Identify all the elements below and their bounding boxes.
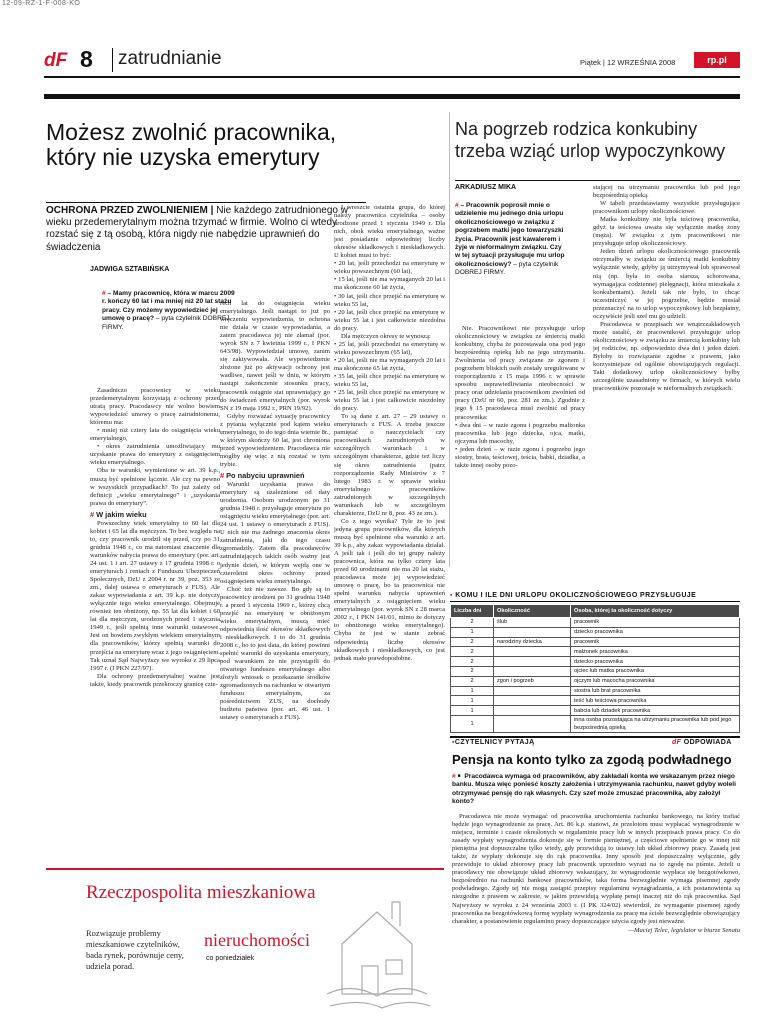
ad-description: Rozwiązuje problemy mieszkaniowe czytelników, bada rynek, porównuje ceny, udziela porad. xyxy=(86,928,184,971)
cell-person: ojciec lub matka pracownika xyxy=(571,666,740,676)
table-body xyxy=(451,618,740,733)
a3-signature: —Maciej Telec, legislator w biurze Senatu xyxy=(628,926,740,934)
a1c2-p0: rech lat do osiągnięcia wieku emerytalnego. Jeśli nastąpi to już po wręczeniu wypowiedzenia, to ochrona nie działa w czasie wypowiadania, a zatem pracodawca jej nie złamał (por. wyrok SN z 7 kwietnia 1999 r., I PKN 643/98). Wypowiedział umowę, zanim się zaktywowała. Ale wypowiedzenie złożone już po aktywacji ochrony jest wadliwe, nawet jeśli w dniu, w którym nastąpi zakończenie stosunku pracy, pracownik osiągnie stat uprawniający go do świadczeń emerytalnych (por. wyrok SN z 19 maja 1992 r., PRN 19/92). xyxy=(220,300,330,412)
lead-sep: | xyxy=(210,205,214,216)
a1c3-p8: • 35 lat, jeśli chce przejść na emeryturę w wieku 55 lat, xyxy=(334,372,445,389)
question-text xyxy=(102,290,236,332)
cell-days: 2 xyxy=(451,676,494,686)
table-row xyxy=(451,706,740,716)
a1c1b-p1: Dla ochrony przedemerytalnej ważne jest także, kiedy pracownik przekroczy granicę czte- xyxy=(90,672,220,688)
table-row xyxy=(451,627,740,637)
article1-rule xyxy=(46,202,366,203)
table-row xyxy=(451,637,740,647)
table-title: ▪ KOMU I ILE DNI URLOPU OKOLICZNOŚCIOWEGO PRZYSŁUGUJE xyxy=(450,592,740,602)
cell-reason xyxy=(494,686,571,696)
cell-days: 1 xyxy=(451,706,494,716)
cell-days: 1 xyxy=(451,715,494,732)
header-divider xyxy=(112,48,113,72)
a1c3-p4: • 20 lat, jeśli chce przejść na emeryturę w wieku 55 lat i jest całkowicie niezdolna do pracy. xyxy=(334,308,445,332)
cell-days: 1 xyxy=(451,627,494,637)
a1c2b-p1: Choć też nie zawsze. Bo gdy są to pracownicy urodzeni po 31 grudnia 1948 r. a przed 1 stycznia 1969 r., którzy chcą przejść na emeryturę w obniżonym wieku emerytalnym, muszą mieć odpowiednią ilość okresów składkowych i nieskładkowych. I to do 31 grudnia 2008 r., bo to jest data, do której powinni spełnić warunki do uzyskania emerytury, pod warunkiem że nie przystąpili do otwartego funduszu emerytalnego albo złożyli wniosek o przekazanie środków zgromadzonych na rachunku w otwartym funduszu emerytalnym, za pośrednictwem ZUS, na dochody budżetu państwa (por. art. 46 ust. 1 ustawy o emeryturach z FUS). xyxy=(220,585,330,722)
cell-person: babcia lub dziadek pracownika xyxy=(571,706,740,716)
table-row xyxy=(451,696,740,706)
table-row xyxy=(451,666,740,676)
a2c2-p3: Jeden dzień urlopu okolicznościowego pracownik otrzymałby w związku ze śmiercią matki konkubiny wyłącznie wtedy, gdyby ją utrzymywał lub sprawował nią (np. była to osoba starsza, schorowana, wymagająca codziennej pielęgnacji, która mieszkała z konkubentami). Jeżeli tak nie było, to chcąc uczestniczyć w jej pogrzebie, będzie musiał przeznaczyć na to urlop wypoczynkowy lub bezpłatny, oczywiście jeśli szef mu go udzieli. xyxy=(593,248,740,320)
house-illustration-icon xyxy=(322,874,432,1014)
a1c3-p0: I wreszcie ostatnia grupa, do której należy pracownica czytelnika – osoby urodzone przed 1 stycznia 1949 r. Dla nich, obok wieku emerytalnego, ważne jest posiadanie odpowiedniej liczby okresów składkowych i nieskładkowych. U kobiet musi to być: xyxy=(334,204,445,260)
table-row xyxy=(451,657,740,667)
a1c3-p2: • 15 lat, jeśli nie ma wymaganych 20 lat i ma skończone 60 lat życia, xyxy=(334,276,445,292)
a1c3-p10: To są dane z art. 27 – 29 ustawy o emeryturach z FUS. A trzeba jeszcze pamiętać o nauczycielach czy pracownikach zatrudnionych w szczególnych warunkach i w szczególnym charakterze, gdzie też liczy się okres zatrudnienia (patrz rozporządzenie Rady Ministrów z 7 lutego 1983 r. w sprawie wieku emerytalnego pracowników zatrudnionych w szczególnych warunkach lub w szczególnym charakterze, DzU nr 8, poz. 43 ze zm.). xyxy=(334,413,445,517)
a1c2b-p0: Warunki uzyskania prawa do emerytury są uzależnione od daty urodzenia. Osobom urodzonym po 31 grudnia 1948 r. przysługuje emerytura po osiągnięciu wieku emerytalnego (por. art. 24 ust. 1 ustawy o emeryturach z FUS). U nich nie ma żadnego znaczenia okres zatrudnienia, jaki do tego czasu zgromadziły. Zatem dla pracodawców zatrudniających takich osób ważny jest jedynie dzień, w którym wejdą one w czteroletni okres ochrony przed osiągnięciem wieku emerytalnego. xyxy=(220,481,330,585)
lead-text: Nie każdego zatrudnionego w wieku przedemerytalnym można trzymać w firmie. Wolno ci wtedy rozstać się z tą osobą, która nigdy nie nabędzie uprawnień do świadczenia xyxy=(46,205,348,253)
article2-question xyxy=(455,202,568,278)
th-reason: Okoliczność xyxy=(494,605,571,618)
cell-person: pracownik xyxy=(571,618,740,628)
a1c3-p7: • 20 lat, jeśli nie ma wymaganych 20 lat i ma skończone 65 lat życia, xyxy=(334,356,445,372)
article3-kicker-left: ▪CZYTELNICY PYTAJĄ xyxy=(452,739,535,746)
a1c1-p1: • mniej niż cztery lata do osiągnięcia wieku emerytalnego, xyxy=(90,427,220,443)
date-line: Piątek | 12 WRZEŚNIA 2008 xyxy=(580,58,676,67)
article2-col2 xyxy=(593,184,740,393)
cell-days: 2 xyxy=(451,657,494,667)
a1c3-p1: • 20 lat, jeśli przechodzi na emeryturę w wieku powszechnym (60 lat), xyxy=(334,260,445,276)
article1-author: JADWIGA SZTABIŃSKA xyxy=(90,266,170,273)
cell-days: 2 xyxy=(451,618,494,628)
cell-days: 1 xyxy=(451,686,494,696)
table-row xyxy=(451,715,740,732)
cell-days: 2 xyxy=(451,637,494,647)
a2-question-body: – Pracownik poprosił mnie o udzielenie mu jednego dnia urlopu okolicznościowego w związku z pogrzebem matki jego towarzyszki życia. Pracownik jest kawalerem i żyje w nieformalnym związku. Czy w tej sytuacji przysługuje mu urlop okolicznościowy? xyxy=(455,202,565,268)
cell-person: małżonek pracownika xyxy=(571,647,740,657)
a1c1b-p0: Powszechny wiek emerytalny to 60 lat dla kobiet i 65 lat dla mężczyzn. To bez względu na to, czy pracownik urodził się przed, czy po 31 grudnia 1948 r., co ma natomiast znaczenie dla warunków nabycia prawa do emerytury (por. art. 24 ust. 1 i art. 27 ustawy z 17 grudnia 1998 r. o emeryturach i rentach z Funduszu Ubezpieczeń Społecznych, DzU z 2004 r. nr 39, poz. 353 ze zm., dalej ustawa o emeryturach z FUS). Ale zakaz wypowiadania z art. 39 k.p. nie dotyczy wyłącznie tego wieku emerytalnego. Obejmuje również ten obniżony, np. 55 lat dla kobiet i 60 lat dla mężczyzn, urodzonych przed 1 stycznia 1949 r., jeśli spełnią inne warunki ustawowe. Jest on bowiem zwykłym wiekiem emerytalnym dla pracowników, którzy spełnią warunki do przejścia na emeryturę wraz z jego osiągnięciem. Tak uznał Sąd Najwyższy we wyroku z 29 lipca 1997 r. (I PKN 227/97). xyxy=(90,519,220,672)
ad-title: Rzeczpospolita mieszkaniowa xyxy=(86,882,316,903)
table-row xyxy=(451,686,740,696)
a2c2-p1: W tabeli przedstawiamy wszystkie przysługujące pracownikom urlopy okolicznościowe. xyxy=(593,200,740,216)
cell-reason xyxy=(494,696,571,706)
article1-lead xyxy=(46,205,366,254)
hash-icon: # xyxy=(102,290,106,297)
top-rule xyxy=(44,94,740,99)
cell-person: dziecko pracownika xyxy=(571,657,740,667)
table-row xyxy=(451,676,740,686)
a1-sub1: # W jakim wieku xyxy=(90,509,147,519)
article3-title: Pensja na konto tylko za zgodą podwładnego xyxy=(452,752,732,767)
a2c2-p2: Matka konkubiny nie była teściową pracownika, gdyż ta teściowa uważa się wyłącznie matkę żony (męża). W związku z tym pracownikowi nie przysługuje urlop okolicznościowy. xyxy=(593,216,740,248)
page-number: 8 xyxy=(80,46,93,72)
a2-question-source: – pyta czytelnik DOBREJ FIRMY. xyxy=(455,260,559,277)
article1-question xyxy=(102,290,236,332)
cell-person: ojczym lub macocha pracownika xyxy=(571,676,740,686)
cell-reason xyxy=(494,706,571,716)
header-rule xyxy=(44,76,740,78)
top-code: 12-09-RZ-1-F-008-KO xyxy=(2,0,81,7)
cell-reason: ślub xyxy=(494,618,571,628)
table-row xyxy=(451,647,740,657)
cell-reason xyxy=(494,647,571,657)
cell-person: teść lub teściowa pracownika xyxy=(571,696,740,706)
a1c3-p9: • 25 lat, jeśli chce przejść na emeryturę w wieku 55 lat i jest całkowicie niezdolny do pracy. xyxy=(334,389,445,413)
cell-person: inna osoba pozostająca na utrzymaniu pracownika lub pod jego bezpośrednią opieką xyxy=(571,715,740,732)
cell-reason xyxy=(494,627,571,637)
cell-person: dziecko pracownika xyxy=(571,627,740,637)
a1c3-p11: Co z tego wynika? Tyle że to jest jedyna grupa pracowników, dla których muszą być spełnione oba warunki z art. 39 k.p., aby zakaz wypowiadania działał. A jeśli tak i jeśli do tej grupy należy pracownica, która na tylko cztery lata przed 60 urodzinami nie ma 20 lat stażu, pracodawca może jej wypowiedzieć umowę o pracę, bo ta pracownica nie spełni warunku nabycia uprawnień emerytalnych z osiągnięciem wieku emerytalnego (por. wyrok SN z 28 marca 2002 r., I PKN 141/01, mimo że dotyczy to obniżonego wieku emerytalnego). Chyba że jest w stanie zebrać odpowiednią liczbę okresów składkowych i nieskładkowych, co jest jednak mało prawdopodobne. xyxy=(334,517,445,662)
a1c3-p5: Dla mężczyzn okresy te wynoszą: xyxy=(341,332,431,340)
leave-table xyxy=(450,604,740,733)
cell-reason: zgon i pogrzeb xyxy=(494,676,571,686)
rp-logo-text: rp.pl xyxy=(707,55,727,65)
cell-reason xyxy=(494,657,571,667)
article1-col3 xyxy=(334,204,445,663)
bullet-icon xyxy=(458,773,463,780)
a1c1-p2: • okres zatrudnienia umożliwiający mu uzyskanie prawa do emerytury z osiągnięciem wieku emerytalnego. xyxy=(90,443,220,467)
a1-sub2: # Po nabyciu uprawnień xyxy=(220,470,305,480)
article2-title: Na pogrzeb rodzica konkubiny trzeba wziąć urlop wypoczynkowy xyxy=(455,119,726,161)
cell-reason: narodziny dziecka xyxy=(494,637,571,647)
hash-icon: # xyxy=(455,202,459,209)
a2c1-p1: • dwa dni – w razie zgonu i pogrzebu małżonka pracownika lub jego dziecka, ojca, matki, ojczyma lub macochy, xyxy=(455,421,585,445)
question-body: – Mamy pracownicę, która w marcu 2009 r. kończy 60 lat i ma mniej niż 20 lat stażu pracy. Czy możemy wypowiedzieć jej umowę o pracę? xyxy=(102,290,235,323)
rp-logo xyxy=(694,52,740,68)
table-box xyxy=(450,592,740,733)
a2c2-p0: stającej na utrzymaniu pracownika lub pod jego bezpośrednią opieką. xyxy=(593,184,740,200)
article2-col1 xyxy=(455,325,585,470)
a1c1-p3: Oba te warunki, wymienione w art. 39 k.p., muszą być spełnione łącznie. Ale czy na pewno w wszystkich przypadkach? To już zależy od definicji „wieku emerytalnego” i „uzyskania prawa do emerytury”. xyxy=(90,467,220,507)
hash-icon: ▪ xyxy=(450,592,453,599)
section-title: zatrudnianie xyxy=(118,48,222,69)
hash-icon: # xyxy=(452,773,456,780)
cell-reason xyxy=(494,715,571,732)
ad-when: co poniedziałek xyxy=(206,955,255,962)
a1c1-p0: Zasadniczo pracownicy w wieku przedemerytalnym korzystają z ochrony przed utratą pracy. Pracodawcy nie wolno bowiem wypowiedzieć umowy o pracę zatrudnionemu, któremu ma: xyxy=(90,387,220,427)
table-row xyxy=(451,618,740,628)
lead-caps: OCHRONA PRZED ZWOLNIENIEM xyxy=(46,205,208,216)
cell-days: 2 xyxy=(451,647,494,657)
th-days: Liczba dni xyxy=(451,605,494,618)
cell-days: 1 xyxy=(451,696,494,706)
article2-left-rule xyxy=(449,112,450,567)
cell-person: pracownik xyxy=(571,637,740,647)
article2-author: ARKADIUSZ MIKA xyxy=(455,184,517,191)
a2c2-p4: Pracodawca w przepisach we wnątrzzakładowych może ustalić, że pracownikowi przysługuje urlop okolicznościowy w związku ze śmiercią konkubiny lub jej rodziców, np. odpowiednio dwa dni i jeden dzień. Byłoby to rozwiązanie zgodne z prawem, jako korzystniejsze od ogólnie obowiązujących regulacji. Taki dodatkowy urlop okolicznościowy byłby szczególnie uzasadniony w firmach, w których wielu pracowników pozostaje w nieformalnych związkach. xyxy=(593,320,740,393)
a1c2-p1: Gdyby rozważać sytuację pracownicy z pytania wyłącznie pod kątem wieku emerytalnego, to do tego dnia wiemie 8r., w którym skończy 60 lat, jest chroniona przed wypowiedzeniem. Pracodawca nie mógłby się więc z nią rozstać w tym trybie. xyxy=(220,412,330,468)
a2-question-text xyxy=(455,202,568,278)
question-source: – pyta czytelnik DOBREJ FIRMY. xyxy=(102,315,230,331)
cell-reason xyxy=(494,666,571,676)
ad-brand: nieruchomości xyxy=(204,930,310,950)
article1-col1 xyxy=(90,387,220,689)
ad-box[interactable] xyxy=(46,868,444,1016)
article2-rule xyxy=(455,180,740,181)
brand-logo: dF xyxy=(44,50,68,71)
th-person: Osoba, której ta okoliczność dotyczy xyxy=(571,605,740,618)
article3-rule xyxy=(450,736,740,738)
a3-p0: Pracodawca nie może wymagać od pracownika uruchomienia rachunku bankowego, na który trafiać będzie jego wynagrodzenie za pracę. Art. 86 k.p. stanowi, że przelotom musi wypłacać wynagrodzenie w miejscu, terminie i czasie określonych w regulaminie pracy lub w innych przepisach prawa pracy. Co do zasady wypłaty wynagrodzenia dokonuje się w formie pieniężnej, a częściowe spełnienie go w innej niż pieniężna jest dopuszczalne tylko wtedy, gdy przewidują to ustawy lub układ zbiorowy pracy. Zasadą jest także, że wypłaty dokonuje się do rąk pracownika. Inny sposób jest dopuszczalny wyłącznie, gdy przewiduje to układ zbiorowy pracy lub pracownik uprzednio wyrazi na to zgodę na piśmie. Jeżeli u pracodawcy nie obowiązuje układ zbiorowy wskazujący, że wynagrodzenie wypłaca się bezgotówkowo, bezpośrednio na rachunki bankowe pracowników, taka forma bezwzględnie wymaga pisemnej zgody podwładnego. Zgody tej nie mogą zastąpić przepisy regulaminu wynagradzania, a ich postanowienia są niezgodne z prawem w zakresie, w jakim przewidują wypłatę pensji inaczej niż do rąk pracownika. Sąd Najwyższy w wyroku z 24 września 2003 r. (I PK 324/02) stwierdził, że wymaganie pisemnej zgody pracownika na bezgotówkową formę wypłaty wynagrodzenia za pracę ma ścisłe bezwzględnie obowiązujący charakter, a postanowienie regulaminu pracy dopuszczające użycia zgody jest nieważne. xyxy=(452,813,740,925)
article3-kicker-right: dF ODPOWIADA xyxy=(672,739,732,746)
cell-days: 2 xyxy=(451,666,494,676)
cell-person: siostra lub brat pracownika xyxy=(571,686,740,696)
a1c3-p6: • 25 lat, jeśli przechodzi na emeryturę w wieku powszechnym (65 lat), xyxy=(334,340,445,356)
article3-question: # ■ Pracodawca wymaga od pracowników, aby zakładali konta we wskazanym przez niego banku. Musza więc ponieść koszty założenia i utrzymywania rachunku, nawet gdyby woleli otrzymywać pensję do rąk własnych. Czy szef może zmuszać pracownika, aby założył konto? xyxy=(452,772,740,807)
a1c3-p3: • 30 lat, jeśli chce przejść na emeryturę w wieku 55 lat, xyxy=(334,292,445,308)
article1-title: Możesz zwolnić pracownika, który nie uzyska emerytury xyxy=(46,119,337,170)
a2c1-p0: Nie. Pracownikowi nie przysługuje urlop okolicznościowy w związku ze śmiercią matki konkubiny, chyba że pozostawała ona pod jego bezpośrednią opieką lub na jego utrzymaniu. Zwolnienia od pracy związane ze zgonem i pogrzebem bliskich osób zostały uregulowane w rozporządzeniu z 15 maja 1996 r. w sprawie sposobu usprawiedliwiania nieobecności w pracy oraz udzielania pracownikom zwolnień od pracy (DzU nr 60, poz. 281 ze zm.). Zgodnie z jego § 15 pracodawca musi zwolnić od pracy pracownika: xyxy=(455,325,585,421)
article1-col2 xyxy=(220,300,330,722)
article3-body xyxy=(452,813,740,935)
a2c1-p2: • jeden dzień – w razie zgonu i pogrzebu jego siostry, brata, teściowej, teścia, babki, dziadka, a także innej osoby pozo- xyxy=(455,445,585,469)
